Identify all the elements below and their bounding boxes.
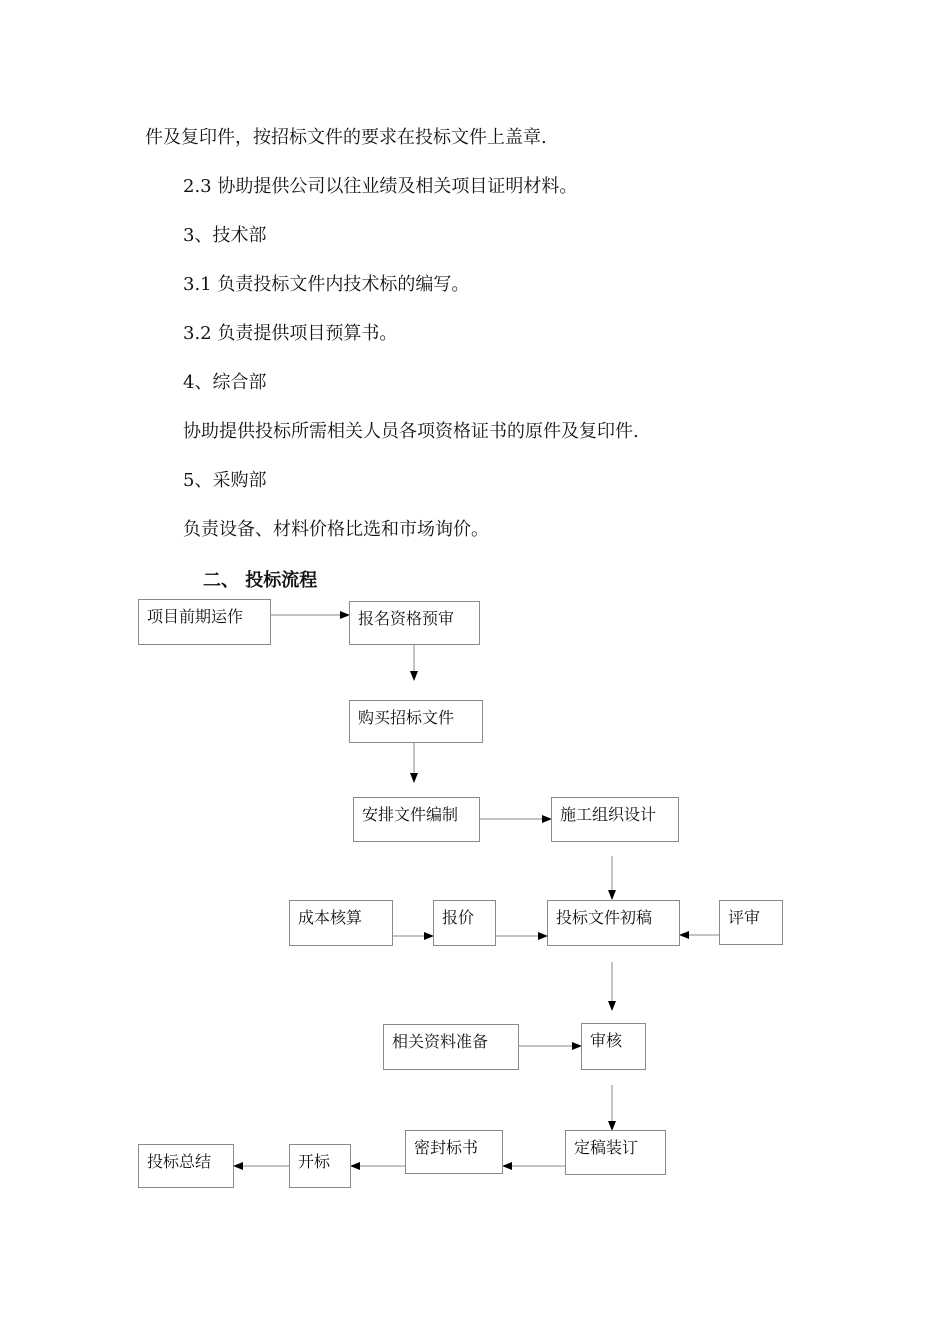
box-review: 审核 (581, 1023, 646, 1070)
paragraph-general-dept: 4、综合部 (183, 372, 267, 393)
paragraph-continuation: 件及复印件，按招标文件的要求在投标文件上盖章. (145, 127, 547, 148)
box-preliminary: 项目前期运作 (138, 599, 271, 645)
paragraph-tech-dept: 3、技术部 (183, 225, 267, 246)
box-opening: 开标 (289, 1144, 351, 1188)
box-construction-design: 施工组织设计 (551, 797, 679, 842)
box-materials-prep: 相关资料准备 (383, 1024, 519, 1070)
paragraph-3-1: 3.1 负责投标文件内技术标的编写。 (183, 274, 470, 295)
section-heading: 二、 投标流程 (203, 570, 318, 591)
box-cost-accounting: 成本核算 (289, 900, 393, 946)
box-quotation: 报价 (433, 900, 496, 946)
box-registration: 报名资格预审 (349, 601, 480, 645)
paragraph-2-3: 2.3 协助提供公司以往业绩及相关项目证明材料。 (183, 176, 578, 197)
paragraph-general-duty: 协助提供投标所需相关人员各项资格证书的原件及复印件. (183, 421, 639, 442)
box-seal: 密封标书 (405, 1130, 503, 1174)
paragraph-purchasing-duty: 负责设备、材料价格比选和市场询价。 (183, 519, 489, 540)
paragraph-3-2: 3.2 负责提供项目预算书。 (183, 323, 398, 344)
box-arrange-compile: 安排文件编制 (353, 797, 480, 842)
box-draft: 投标文件初稿 (547, 900, 680, 946)
paragraph-purchasing-dept: 5、采购部 (183, 470, 267, 491)
box-finalize-bind: 定稿装订 (565, 1130, 666, 1175)
box-purchase-docs: 购买招标文件 (349, 700, 483, 743)
box-evaluation: 评审 (719, 900, 783, 945)
box-summary: 投标总结 (138, 1144, 234, 1188)
